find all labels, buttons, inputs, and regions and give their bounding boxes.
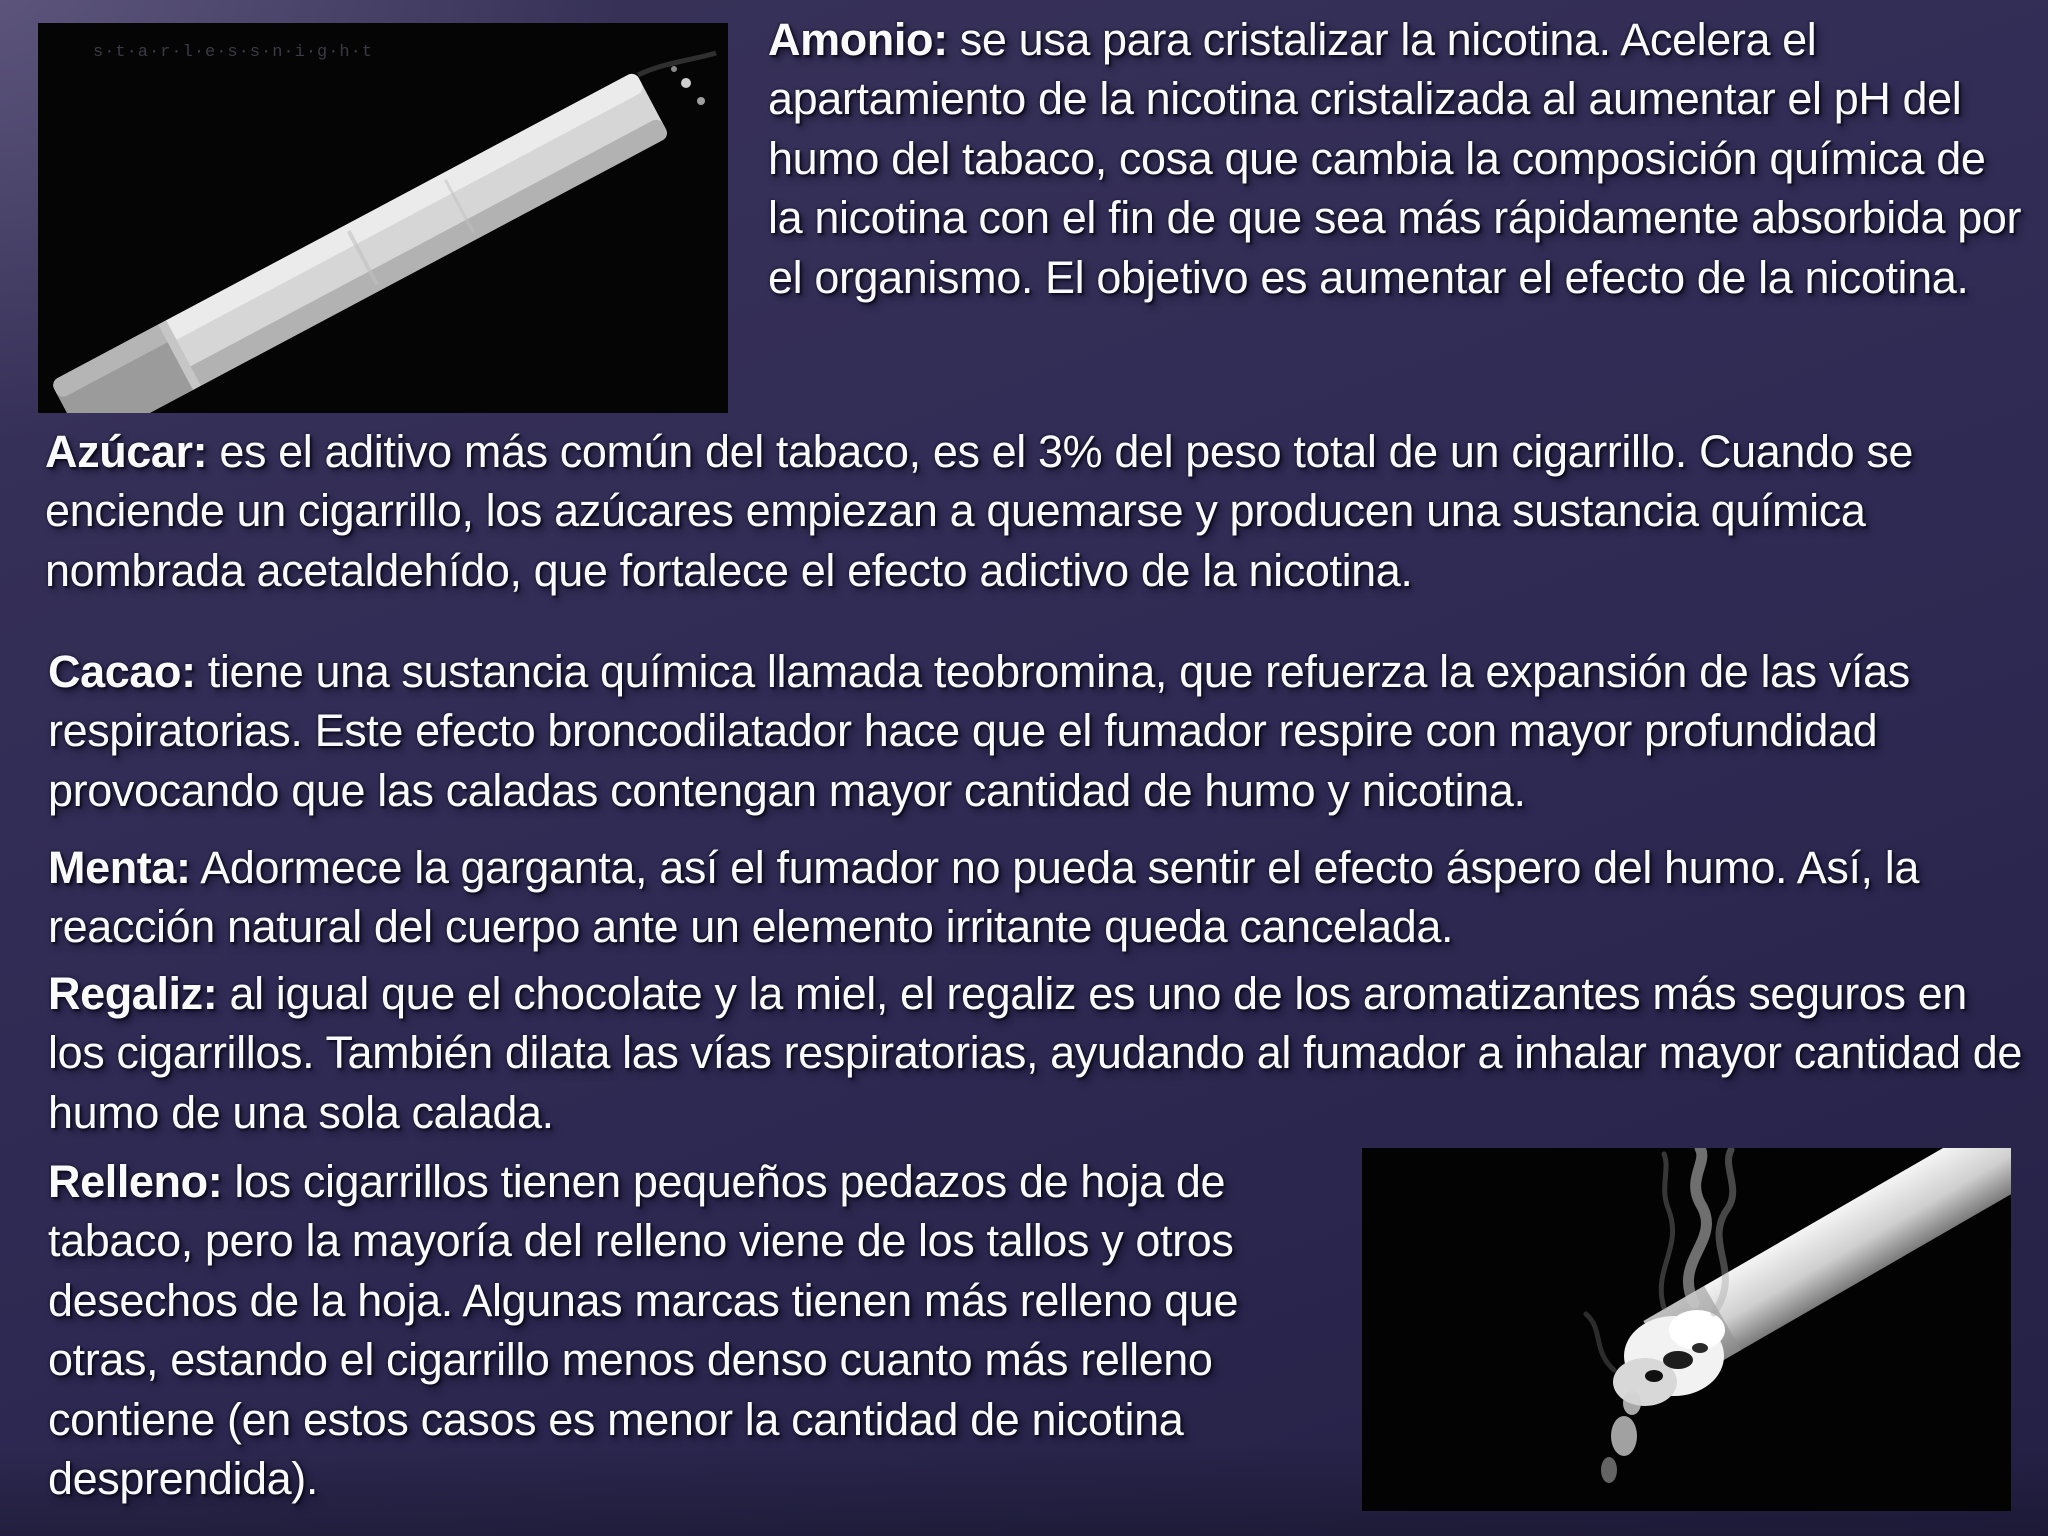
term-label-azucar: Azúcar: xyxy=(45,426,208,477)
ash-speck xyxy=(681,78,691,88)
cigarette-photo xyxy=(38,23,728,413)
term-label-menta: Menta: xyxy=(48,842,191,893)
paragraph-regaliz xyxy=(48,964,2023,1142)
term-text-relleno: los cigarrillos tienen pequeños pedazos de hoja de tabaco, pero la mayoría del relleno viene de los tallos y otros desechos de la hoja. Algunas marcas tienen más relleno que otras, estando el cigarrillo menos denso cuanto más relleno contiene (en estos casos es menor la cantidad de nicotina desprendida). xyxy=(48,1156,1239,1504)
term-label-cacao: Cacao: xyxy=(48,646,196,697)
term-text-cacao: tiene una sustancia química llamada teobromina, que refuerza la expansión de las vías respiratorias. Este efecto broncodilatador hace que el fumador respire con mayor profundidad provocando que las caladas contengan mayor cantidad de humo y nicotina. xyxy=(48,646,1910,816)
burning-cigarette-photo xyxy=(1362,1148,2011,1511)
ash-speck xyxy=(697,97,705,105)
paragraph-amonio xyxy=(768,10,2030,307)
term-label-amonio: Amonio: xyxy=(768,14,948,65)
term-text-regaliz: al igual que el chocolate y la miel, el regaliz es uno de los aromatizantes más seguros en los cigarrillos. También dilata las vías respiratorias, ayudando al fumador a inhalar mayor cantidad de humo de una sola calada. xyxy=(48,968,2023,1138)
term-text-azucar: es el aditivo más común del tabaco, es el 3% del peso total de un cigarrillo. Cuando se enciende un cigarrillo, los azúcares empiezan a quemarse y producen una sustancia química nombrada acetaldehído, que fortalece el efecto adictivo de la nicotina. xyxy=(45,426,1914,596)
term-text-amonio: se usa para cristalizar la nicotina. Acelera el apartamiento de la nicotina cristalizada al aumentar el pH del humo del tabaco, cosa que cambia la composición química de la nicotina con el fin de que sea más rápidamente absorbida por el organismo. El objetivo es aumentar el efecto de la nicotina. xyxy=(768,14,2022,303)
term-text-menta: Adormece la garganta, así el fumador no pueda sentir el efecto áspero del humo. Así, la reacción natural del cuerpo ante un elemento irritante queda cancelada. xyxy=(48,842,1919,953)
term-label-regaliz: Regaliz: xyxy=(48,968,218,1019)
term-label-relleno: Relleno: xyxy=(48,1156,223,1207)
paragraph-relleno xyxy=(48,1152,1360,1508)
paragraph-azucar xyxy=(45,422,2025,600)
paragraph-cacao xyxy=(48,642,2036,820)
photo-watermark: s·t·a·r·l·e·s·s·n·i·g·h·t xyxy=(93,43,374,62)
ash-speck xyxy=(671,66,677,72)
paragraph-menta xyxy=(48,838,2036,957)
